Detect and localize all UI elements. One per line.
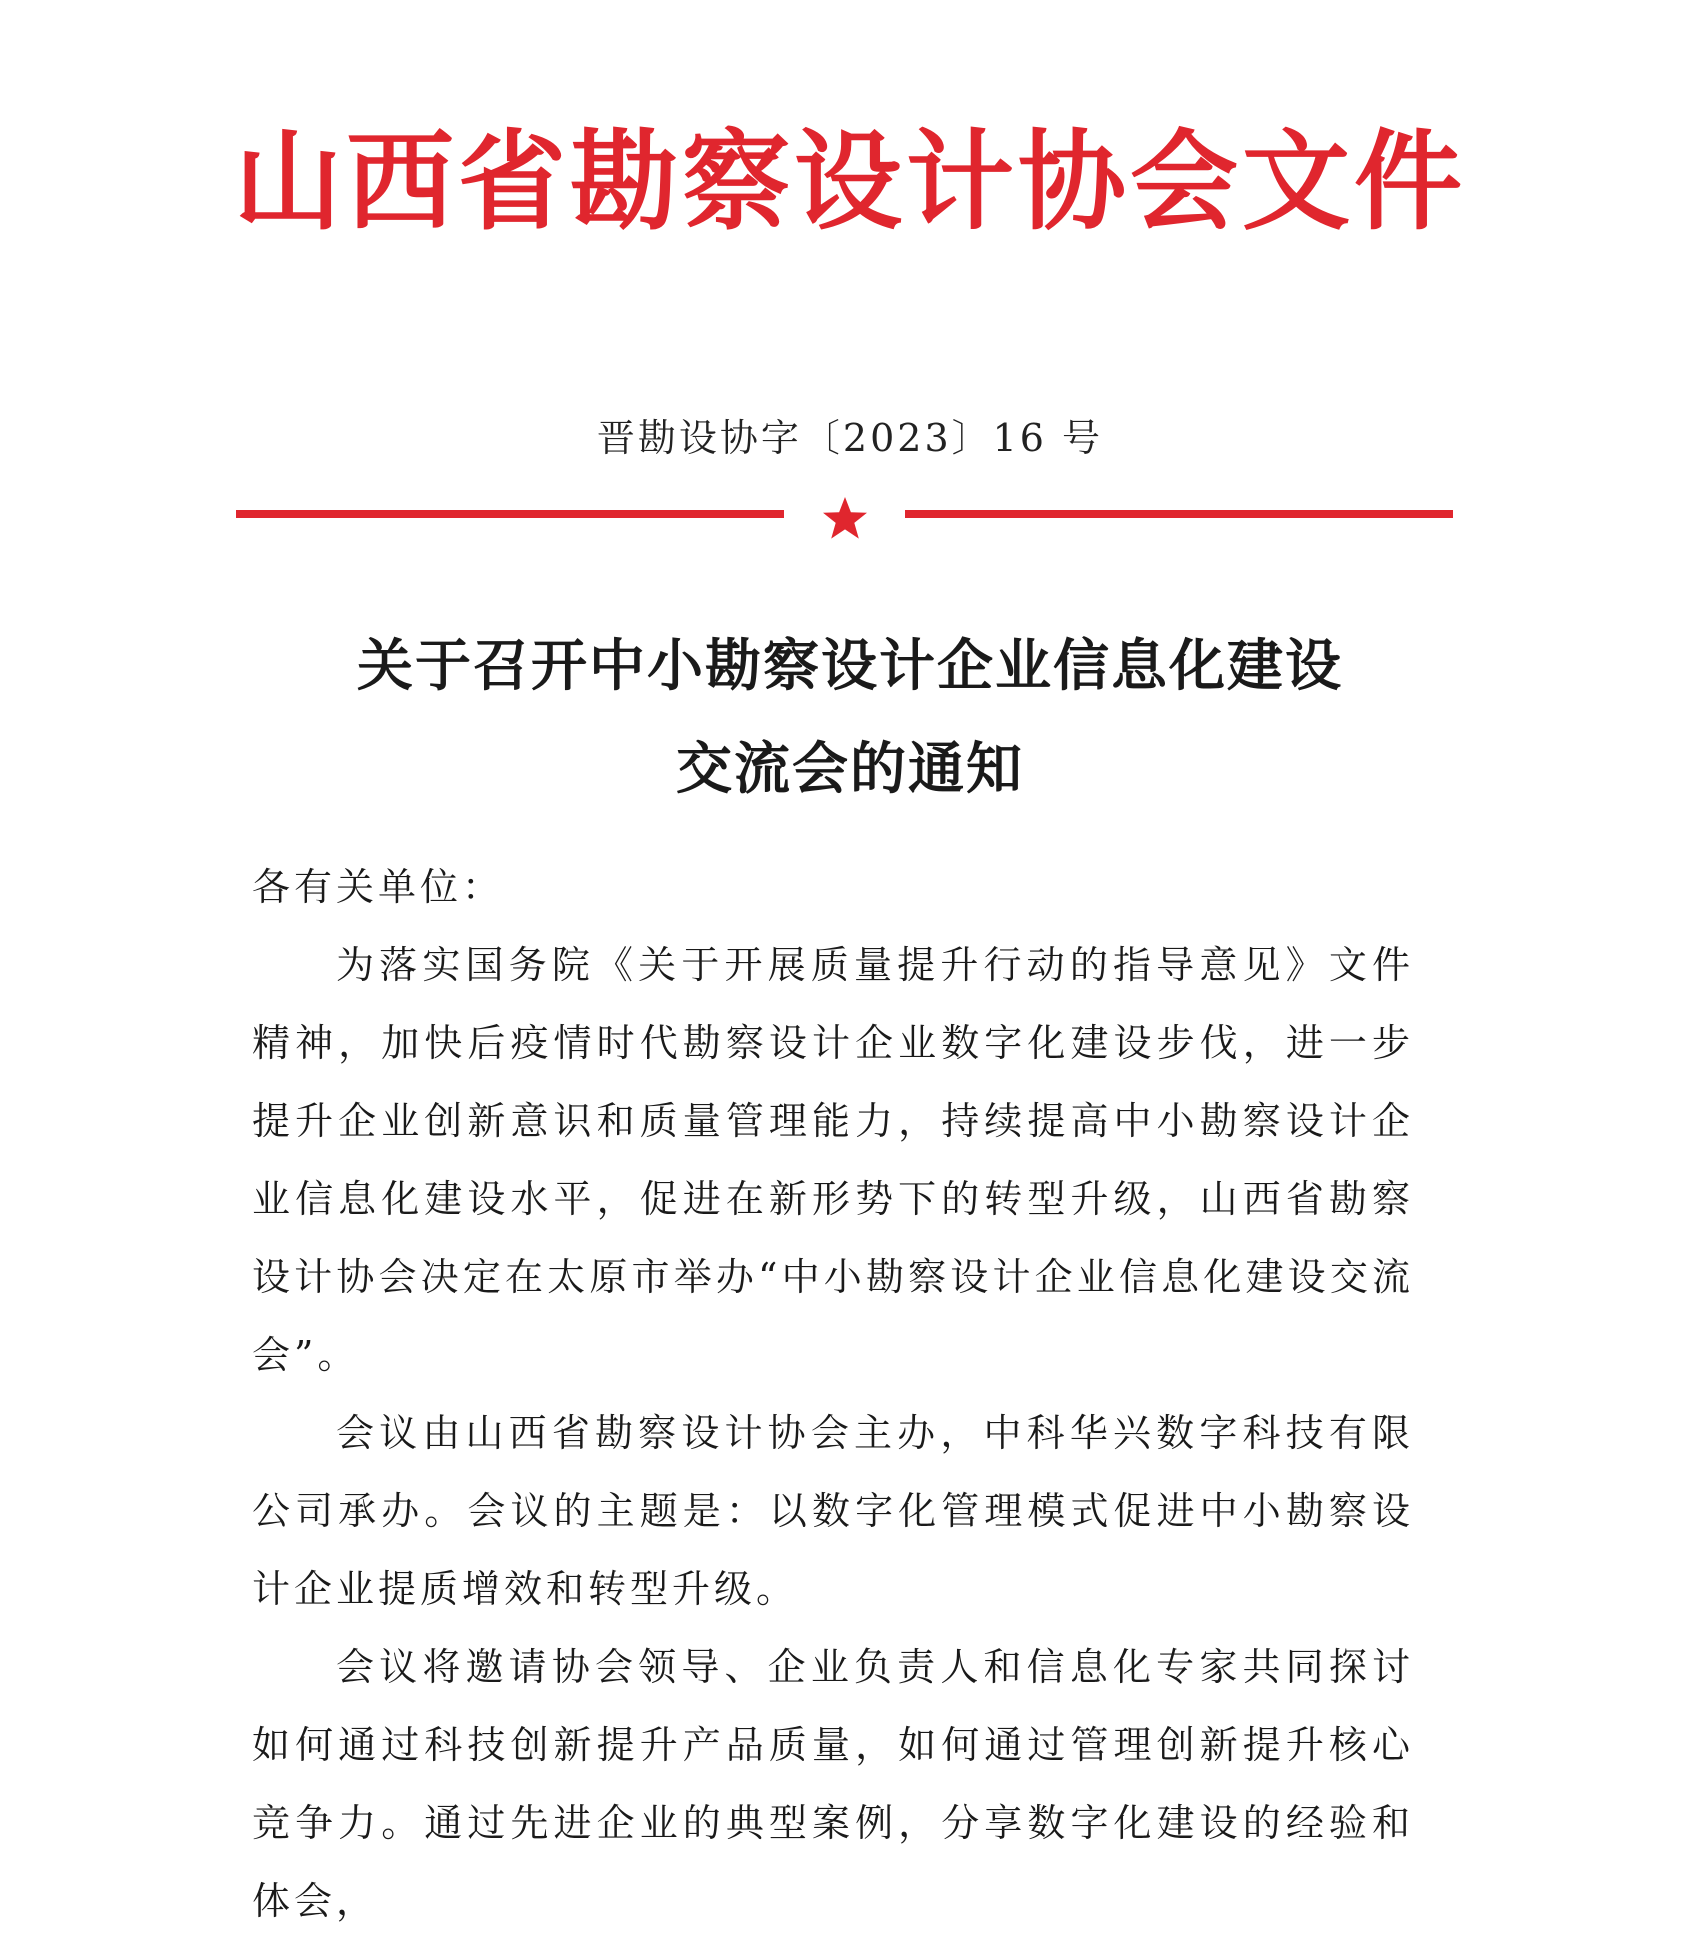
document-title-line-1: 关于召开中小勘察设计企业信息化建设 bbox=[357, 633, 1343, 699]
salutation: 各有关单位： bbox=[252, 865, 505, 909]
organization-header: 山西省勘察设计协会文件 bbox=[233, 119, 1466, 245]
header-divider-right bbox=[905, 510, 1453, 518]
body-paragraph: 为落实国务院《关于开展质量提升行动的指导意见》文件精神，加快后疫情时代勘察设计企业数字化建设步伐，进一步提升企业创新意识和质量管理能力，持续提高中小勘察设计企业信息化建设水平，促进在新形势下的转型升级，山西省勘察设计协会决定在太原市举办“中小勘察设计企业信息化建设交流会”。 bbox=[252, 943, 1414, 1377]
document-title-line-2: 交流会的通知 bbox=[676, 736, 1024, 802]
header-divider-left bbox=[236, 510, 784, 518]
document-number: 晋勘设协字〔2023〕16 号 bbox=[596, 416, 1104, 460]
body-paragraph: 会议由山西省勘察设计协会主办，中科华兴数字科技有限公司承办。会议的主题是：以数字化管理模式促进中小勘察设计企业提质增效和转型升级。 bbox=[252, 1411, 1414, 1611]
star-icon bbox=[820, 494, 870, 544]
document-body bbox=[252, 848, 1414, 1940]
body-paragraph: 会议将邀请协会领导、企业负责人和信息化专家共同探讨如何通过科技创新提升产品质量，如何通过管理创新提升核心竞争力。通过先进企业的典型案例，分享数字化建设的经验和体会， bbox=[252, 1645, 1414, 1923]
